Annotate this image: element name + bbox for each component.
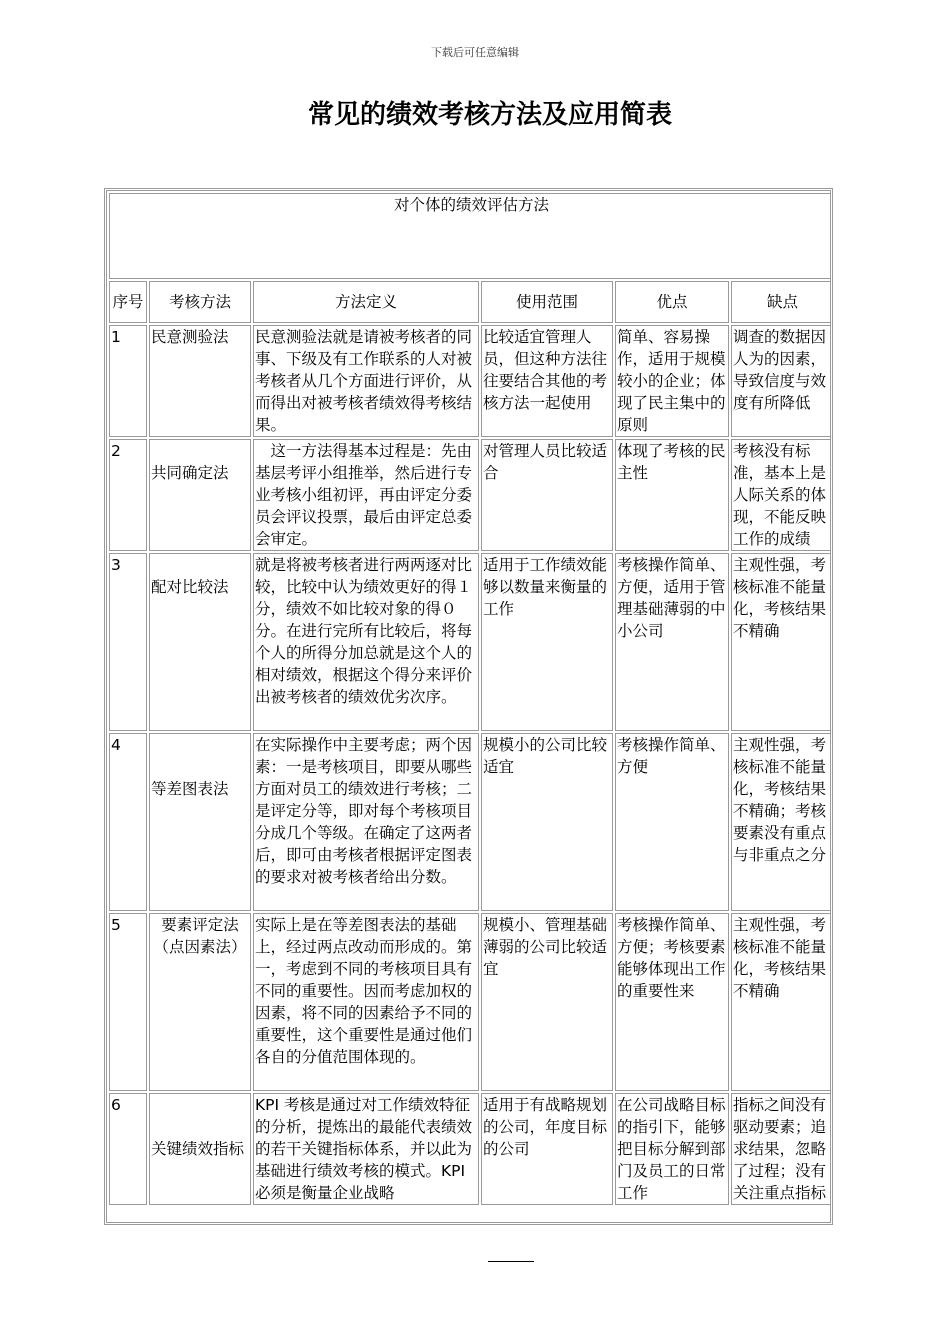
- header-note: 下载后可任意编辑: [431, 46, 519, 59]
- method-definition: 这一方法得基本过程是：先由基层考评小组推举，然后进行专业考核小组初评，再由评定分委员会评议投票，最后由评定总委会审定。: [253, 439, 479, 551]
- column-header-pros: 优点: [615, 281, 729, 323]
- usage-scope: 比较适宜管理人员，但这种方法往往要结合其他的考核方法一起使用: [481, 325, 613, 437]
- advantages: 考核操作简单、方便，适用于管理基础薄弱的中小公司: [615, 553, 729, 731]
- column-header-cons: 缺点: [731, 281, 833, 323]
- method-definition: 实际上是在等差图表法的基础上，经过两点改动而形成的。第一，考虑到不同的考核项目具有不同的重要性。因而考虑加权的因素，将不同的因素给予不同的重要性，这个重要性是通过他们各自的分值范围体现的。: [253, 913, 479, 1091]
- column-header-method: 考核方法: [149, 281, 251, 323]
- row-number: 6: [109, 1093, 147, 1205]
- table-row: [109, 1093, 833, 1205]
- advantages: 在公司战略目标的指引下，能够把目标分解到部门及员工的日常工作: [615, 1093, 729, 1205]
- method-definition: 就是将被考核者进行两两逐对比较，比较中认为绩效更好的得１分，绩效不如比较对象的得０分。在进行完所有比较后，将每个人的所得分加总就是这个人的相对绩效，根据这个得分来评价出被考核者的绩效优劣次序。: [253, 553, 479, 731]
- footer-divider: [488, 1261, 534, 1262]
- method-name: 关键绩效指标: [149, 1093, 251, 1205]
- usage-scope: 规模小的公司比较适宜: [481, 733, 613, 911]
- column-header-no: 序号: [109, 281, 147, 323]
- method-name: 配对比较法: [149, 553, 251, 731]
- document-title: 常见的绩效考核方法及应用简表: [307, 100, 672, 130]
- column-header-row: [109, 281, 833, 323]
- method-name: 等差图表法: [149, 733, 251, 911]
- column-header-scope: 使用范围: [481, 281, 613, 323]
- method-definition: 在实际操作中主要考虑；两个因素：一是考核项目，即要从哪些方面对员工的绩效进行考核；二是评定分等，即对每个考核项目分成几个等级。在确定了这两者后，即可由考核者根据评定图表的要求对被考核者给出分数。: [253, 733, 479, 911]
- disadvantages: 主观性强，考核标准不能量化，考核结果不精确: [731, 553, 833, 731]
- method-name: 要素评定法（点因素法）: [149, 913, 251, 1091]
- row-number: 3: [109, 553, 147, 731]
- table-row: [109, 733, 833, 911]
- disadvantages: 主观性强，考核标准不能量化，考核结果不精确；考核要素没有重点与非重点之分: [731, 733, 833, 911]
- method-definition: 民意测验法就是请被考核者的同事、下级及有工作联系的人对被考核者从几个方面进行评价，从而得出对被考核者绩效得考核结果。: [253, 325, 479, 437]
- table-row: [109, 913, 833, 1091]
- usage-scope: 对管理人员比较适合: [481, 439, 613, 551]
- disadvantages: 主观性强，考核标准不能量化，考核结果不精确: [731, 913, 833, 1091]
- row-number: 2: [109, 439, 147, 551]
- table-row: [109, 553, 833, 731]
- column-header-definition: 方法定义: [253, 281, 479, 323]
- method-name: 民意测验法: [149, 325, 251, 437]
- methods-table-frame: [104, 188, 833, 1225]
- advantages: 简单、容易操作，适用于规模较小的企业；体现了民主集中的原则: [615, 325, 729, 437]
- methods-table: [107, 191, 833, 1207]
- method-name: 共同确定法: [149, 439, 251, 551]
- method-definition: KPI 考核是通过对工作绩效特征的分析，提炼出的最能代表绩效的若干关键指标体系，并以此为基础进行绩效考核的模式。KPI 必须是衡量企业战略: [253, 1093, 479, 1205]
- disadvantages: 调查的数据因人为的因素，导致信度与效度有所降低: [731, 325, 833, 437]
- table-row: [109, 439, 833, 551]
- usage-scope: 适用于有战略规划的公司，年度目标的公司: [481, 1093, 613, 1205]
- usage-scope: 规模小、管理基础薄弱的公司比较适宜: [481, 913, 613, 1091]
- advantages: 体现了考核的民主性: [615, 439, 729, 551]
- disadvantages: 考核没有标准，基本上是人际关系的体现，不能反映工作的成绩: [731, 439, 833, 551]
- row-number: 4: [109, 733, 147, 911]
- advantages: 考核操作简单、方便；考核要素能够体现出工作的重要性来: [615, 913, 729, 1091]
- advantages: 考核操作简单、方便: [615, 733, 729, 911]
- row-number: 1: [109, 325, 147, 437]
- usage-scope: 适用于工作绩效能够以数量来衡量的工作: [481, 553, 613, 731]
- row-number: 5: [109, 913, 147, 1091]
- table-row: [109, 325, 833, 437]
- section-title: 对个体的绩效评估方法: [109, 193, 833, 279]
- disadvantages: 指标之间没有驱动要素；追求结果，忽略了过程；没有关注重点指标: [731, 1093, 833, 1205]
